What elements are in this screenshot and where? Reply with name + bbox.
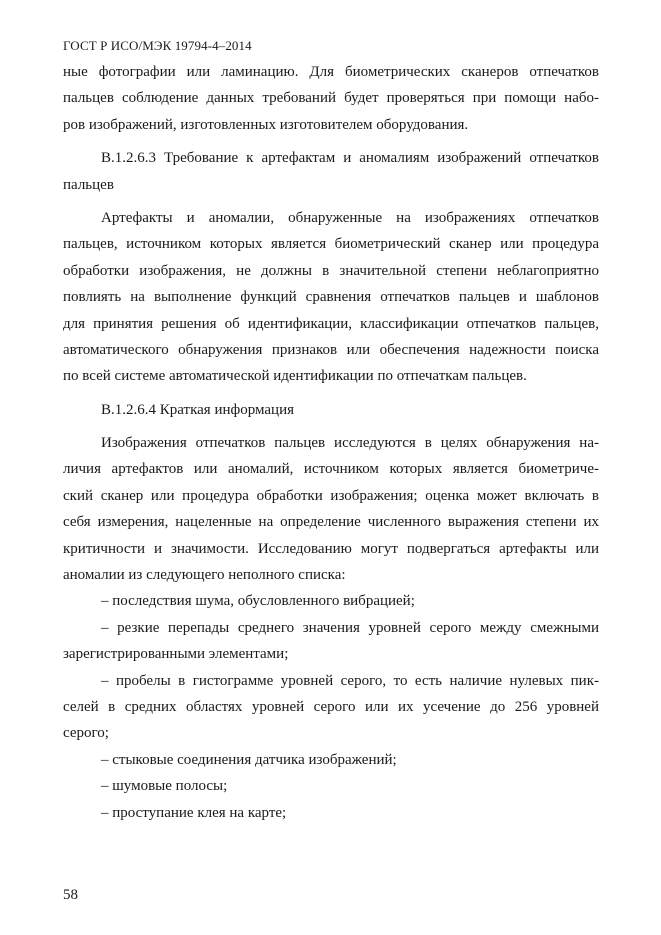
text-line: пальцев [63, 176, 114, 193]
list-item [63, 800, 599, 826]
text-line: зарегистрированными элементами; [63, 646, 289, 663]
text-line: личия артефактов или аномалий, источником которых является биометриче- [63, 461, 599, 478]
section-heading-b1263 [63, 145, 599, 198]
text-line: пальцев, источником которых является биометрический сканер или процедура [63, 236, 599, 253]
text-line: автоматического обнаружения признаков или обеспечения надежности поиска [63, 341, 599, 358]
text-line: обработки изображения, не должны в значительной степени неблагоприятно [63, 262, 599, 279]
text-line: серого; [63, 725, 109, 742]
text-line: В.1.2.6.4 Краткая информация [101, 401, 295, 418]
paragraph-continuation [63, 59, 599, 138]
paragraph-summary [63, 430, 599, 588]
text-line: В.1.2.6.3 Требование к артефактам и аномалиям изображений отпечатков [101, 150, 599, 167]
text-line: – шумовые полосы; [101, 778, 228, 795]
text-line: ский сканер или процедура обработки изображения; оценка может включать в [63, 487, 599, 504]
paragraph-artifacts [63, 205, 599, 390]
page-number: 58 [63, 887, 78, 903]
text-line: селей в средних областях уровней серого или их усечение до 256 уровней [63, 698, 599, 715]
text-line: себя измерения, нацеленные на определение численного выражения степени их [63, 514, 599, 531]
text-line: пальцев соблюдение данных требований будет проверяться при помощи набо- [63, 90, 599, 107]
text-line: критичности и значимости. Исследованию могут подвергаться артефакты или [63, 540, 599, 557]
text-line: – проступание клея на карте; [101, 804, 287, 821]
text-line: ров изображений, изготовленных изготовителем оборудования. [63, 116, 469, 133]
body-text [63, 59, 599, 826]
text-line: по всей системе автоматической идентификации по отпечаткам пальцев. [63, 368, 527, 385]
text-line: – резкие перепады среднего значения уровней серого между смежными [101, 619, 599, 636]
section-heading-b1264 [63, 397, 599, 423]
text-line: Изображения отпечатков пальцев исследуются в целях обнаружения на- [101, 435, 599, 452]
list-item [63, 773, 599, 799]
list-item [63, 747, 599, 773]
text-line: аномалии из следующего неполного списка: [63, 567, 346, 584]
list-item [63, 668, 599, 747]
text-line: повлиять на выполнение функций сравнения отпечатков пальцев и шаблонов [63, 289, 599, 306]
page-header: ГОСТ Р ИСО/МЭК 19794-4–2014 [63, 38, 252, 53]
text-line: – последствия шума, обусловленного вибрацией; [101, 593, 415, 610]
list-item [63, 615, 599, 668]
text-line: Артефакты и аномалии, обнаруженные на изображениях отпечатков [101, 209, 599, 226]
text-line: ные фотографии или ламинацию. Для биометрических сканеров отпечатков [63, 64, 599, 80]
text-line: для принятия решения об идентификации, классификации отпечатков пальцев, [63, 315, 599, 332]
list-item [63, 588, 599, 614]
text-line: – стыковые соединения датчика изображений; [101, 751, 397, 768]
text-line: – пробелы в гистограмме уровней серого, то есть наличие нулевых пик- [101, 672, 599, 689]
